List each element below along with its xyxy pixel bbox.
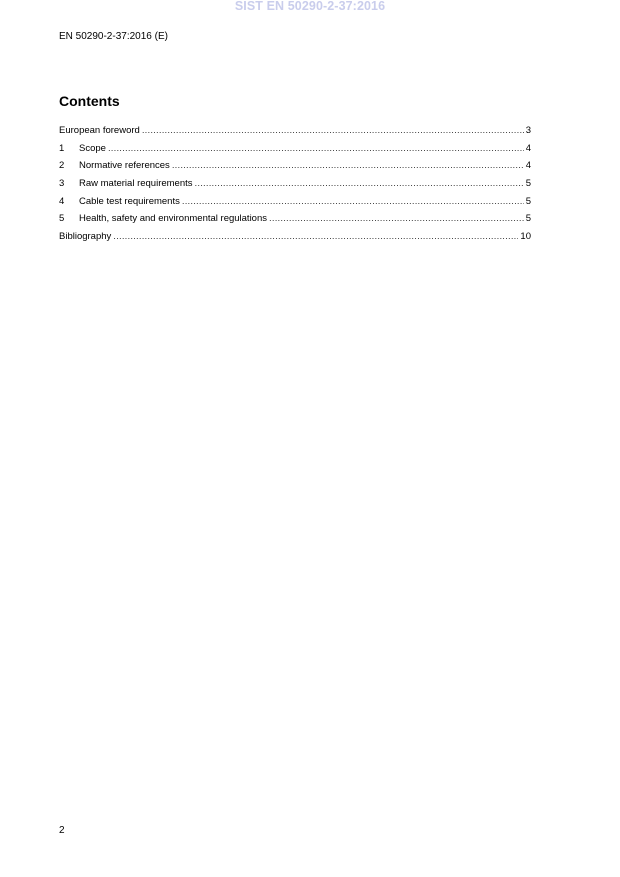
- toc-entry-label: Scope: [79, 142, 106, 154]
- toc-leader-dots: [113, 231, 518, 242]
- toc-entry-health-safety-environmental[interactable]: [59, 213, 531, 231]
- contents-title: Contents: [59, 93, 120, 109]
- table-of-contents: [59, 125, 531, 249]
- toc-entry-page: 4: [525, 142, 531, 154]
- toc-entry-scope[interactable]: [59, 143, 531, 161]
- toc-leader-dots: [108, 143, 524, 154]
- toc-entry-label: Health, safety and environmental regulations: [79, 213, 268, 225]
- toc-entry-normative-references[interactable]: [59, 160, 531, 178]
- toc-entry-bibliography[interactable]: [59, 231, 531, 249]
- document-id: EN 50290-2-37:2016 (E): [59, 31, 168, 42]
- toc-entry-page: 5: [525, 178, 531, 190]
- toc-entry-label: Bibliography: [59, 231, 112, 243]
- toc-leader-dots: [269, 213, 524, 224]
- toc-entry-page: 5: [525, 195, 531, 207]
- toc-entry-label: European foreword: [59, 125, 140, 136]
- toc-entry-page: 4: [525, 160, 531, 172]
- toc-entry-european-foreword[interactable]: [59, 125, 531, 143]
- toc-leader-dots: [142, 125, 524, 136]
- toc-entry-cable-test-requirements[interactable]: [59, 196, 531, 214]
- toc-leader-dots: [195, 178, 524, 189]
- toc-entry-page: 5: [525, 213, 531, 225]
- toc-entry-number: 1: [59, 142, 65, 154]
- toc-entry-page: 3: [525, 125, 531, 136]
- toc-entry-number: 3: [59, 178, 65, 190]
- watermark: SIST EN 50290-2-37:2016: [234, 0, 386, 13]
- toc-entry-raw-material-requirements[interactable]: [59, 178, 531, 196]
- toc-entry-label: Raw material requirements: [79, 178, 193, 190]
- toc-entry-page: 10: [520, 231, 531, 243]
- toc-leader-dots: [182, 196, 524, 207]
- toc-entry-label: Cable test requirements: [79, 195, 180, 207]
- toc-entry-number: 4: [59, 195, 65, 207]
- toc-entry-number: 2: [59, 160, 65, 172]
- toc-entry-number: 5: [59, 213, 65, 225]
- toc-entry-label: Normative references: [79, 160, 170, 172]
- toc-leader-dots: [172, 160, 524, 171]
- page-number: 2: [59, 825, 65, 836]
